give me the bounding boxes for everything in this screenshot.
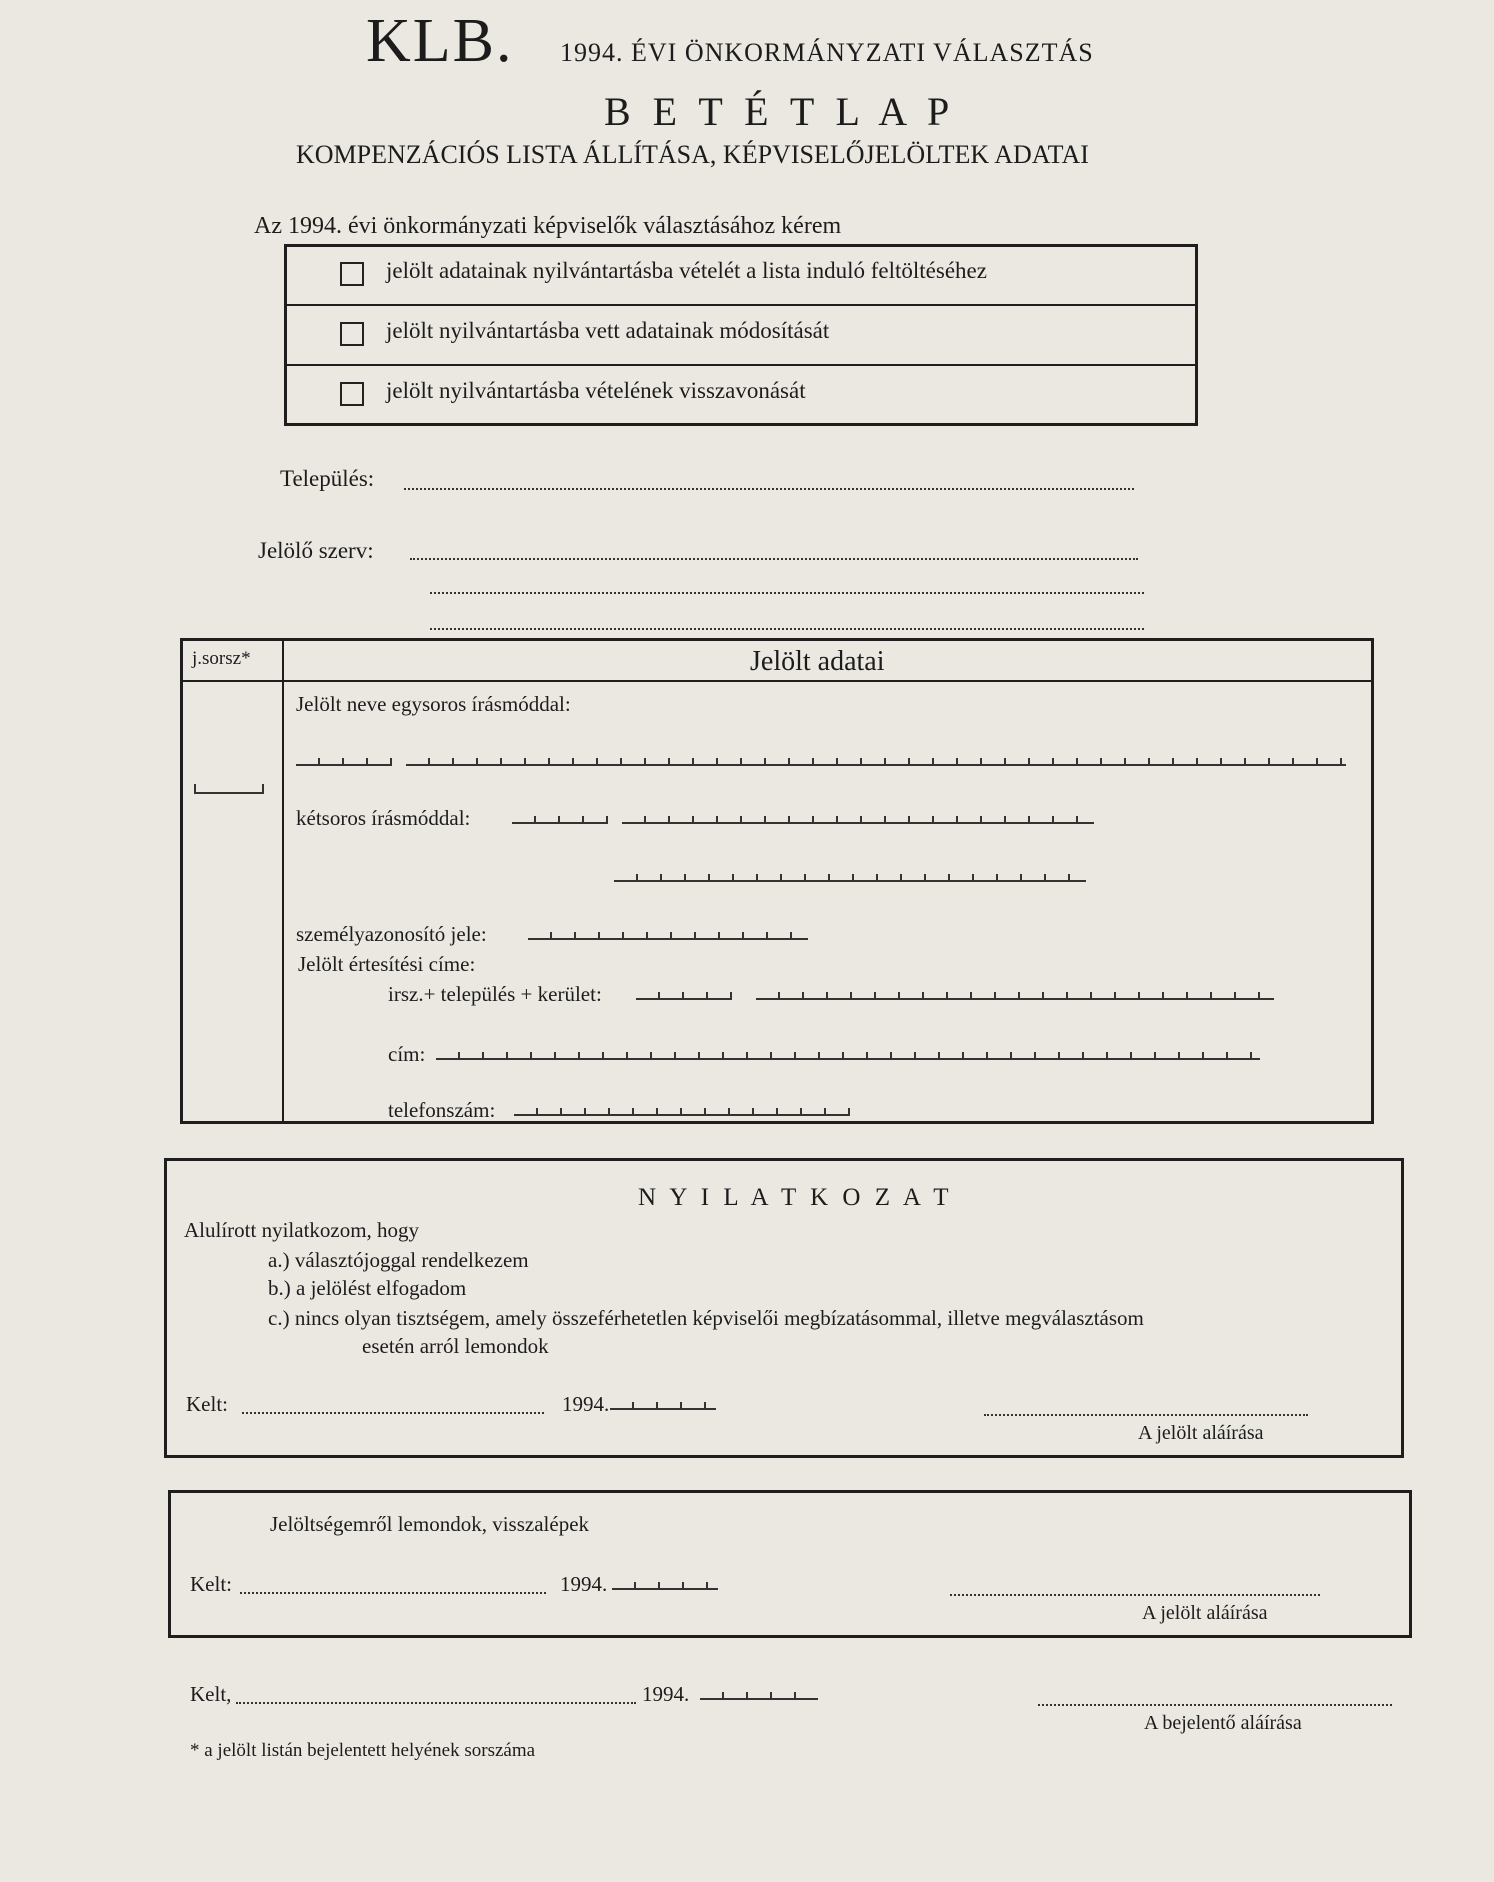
address-field[interactable] [436, 1048, 1260, 1060]
declaration-signature-line[interactable] [984, 1414, 1308, 1416]
declaration-date-field[interactable] [610, 1398, 716, 1410]
footnote: * a jelölt listán bejelentett helyének sorszáma [190, 1740, 536, 1761]
declaration-signature-label: A jelölt aláírása [1138, 1422, 1264, 1444]
name-double-field-b[interactable] [622, 812, 1094, 824]
declaration-kelt-label: Kelt: [186, 1392, 228, 1416]
phone-field[interactable] [514, 1104, 850, 1116]
request-option-1[interactable]: jelölt adatainak nyilvántartásba vételét a lista induló feltöltéséhez [340, 258, 987, 286]
nominating-org-field-2[interactable] [430, 592, 1144, 594]
nominating-org-field-1[interactable] [410, 558, 1138, 560]
withdrawal-signature-line[interactable] [950, 1594, 1320, 1596]
page-subtitle: KOMPENZÁCIÓS LISTA ÁLLÍTÁSA, KÉPVISELŐJELÖLTEK ADATAI [296, 140, 1089, 169]
checkbox-2[interactable] [340, 322, 364, 346]
col-order-header: j.sorsz* [192, 648, 251, 669]
footer-signature-label: A bejelentő aláírása [1144, 1712, 1302, 1734]
personal-id-label: személyazonosító jele: [296, 922, 487, 946]
checkbox-3[interactable] [340, 382, 364, 406]
name-double-field-c[interactable] [614, 870, 1086, 882]
declaration-intro: Alulírott nyilatkozom, hogy [184, 1218, 420, 1242]
settlement-label: Település: [280, 466, 375, 491]
request-option-3[interactable]: jelölt nyilvántartásba vételének visszavonását [340, 378, 806, 406]
name-double-field-a[interactable] [512, 812, 608, 824]
declaration-year: 1994. [562, 1392, 610, 1416]
declaration-item-c: c.) nincs olyan tisztségem, amely összeférhetetlen képviselői megbízatásommal, illetve megválasztásom [268, 1306, 1144, 1330]
declaration-item-b: b.) a jelölést elfogadom [268, 1276, 467, 1300]
declaration-item-c-cont: esetén arról lemondok [362, 1334, 549, 1358]
declaration-item-a: a.) választójoggal rendelkezem [268, 1248, 529, 1272]
name-double-label: kétsoros írásmóddal: [296, 806, 471, 830]
footer-kelt-label: Kelt, [190, 1682, 232, 1706]
col-data-header: Jelölt adatai [750, 646, 885, 677]
withdrawal-signature-label: A jelölt aláírása [1142, 1602, 1268, 1624]
footer-year: 1994. [642, 1682, 690, 1706]
zip-city-label: irsz.+ település + kerület: [388, 982, 602, 1006]
footer-signature-line[interactable] [1038, 1704, 1392, 1706]
klb-logo: KLB. [366, 7, 514, 75]
name-single-field-a[interactable] [296, 754, 392, 766]
zip-field[interactable] [636, 988, 732, 1000]
request-intro: Az 1994. évi önkormányzati képviselők választásához kérem [254, 213, 842, 239]
phone-label: telefonszám: [388, 1098, 496, 1122]
withdrawal-text: Jelöltségemről lemondok, visszalépek [270, 1512, 590, 1536]
checkbox-1[interactable] [340, 262, 364, 286]
personal-id-field[interactable] [528, 928, 808, 940]
footer-kelt-field[interactable] [236, 1702, 636, 1704]
election-line: 1994. ÉVI ÖNKORMÁNYZATI VÁLASZTÁS [560, 38, 1094, 67]
declaration-kelt-field[interactable] [242, 1412, 544, 1414]
withdrawal-kelt-field[interactable] [240, 1592, 546, 1594]
request-option-2[interactable]: jelölt nyilvántartásba vett adatainak módosítását [340, 318, 829, 346]
declaration-title: N Y I L A T K O Z A T [638, 1184, 953, 1211]
withdrawal-date-field[interactable] [612, 1578, 718, 1590]
address-label: cím: [388, 1042, 426, 1066]
city-field[interactable] [756, 988, 1274, 1000]
name-single-label: Jelölt neve egysoros írásmóddal: [296, 692, 571, 716]
withdrawal-year: 1994. [560, 1572, 608, 1596]
footer-date-field[interactable] [700, 1688, 818, 1700]
order-number-field[interactable] [194, 784, 264, 794]
notify-address-label: Jelölt értesítési címe: [298, 952, 476, 976]
nominating-org-field-3[interactable] [430, 628, 1144, 630]
withdrawal-kelt-label: Kelt: [190, 1572, 232, 1596]
page-title: B E T É T L A P [604, 89, 956, 134]
name-single-field-b[interactable] [406, 754, 1346, 766]
nominating-org-label: Jelölő szerv: [258, 538, 374, 563]
settlement-field[interactable] [404, 488, 1134, 490]
